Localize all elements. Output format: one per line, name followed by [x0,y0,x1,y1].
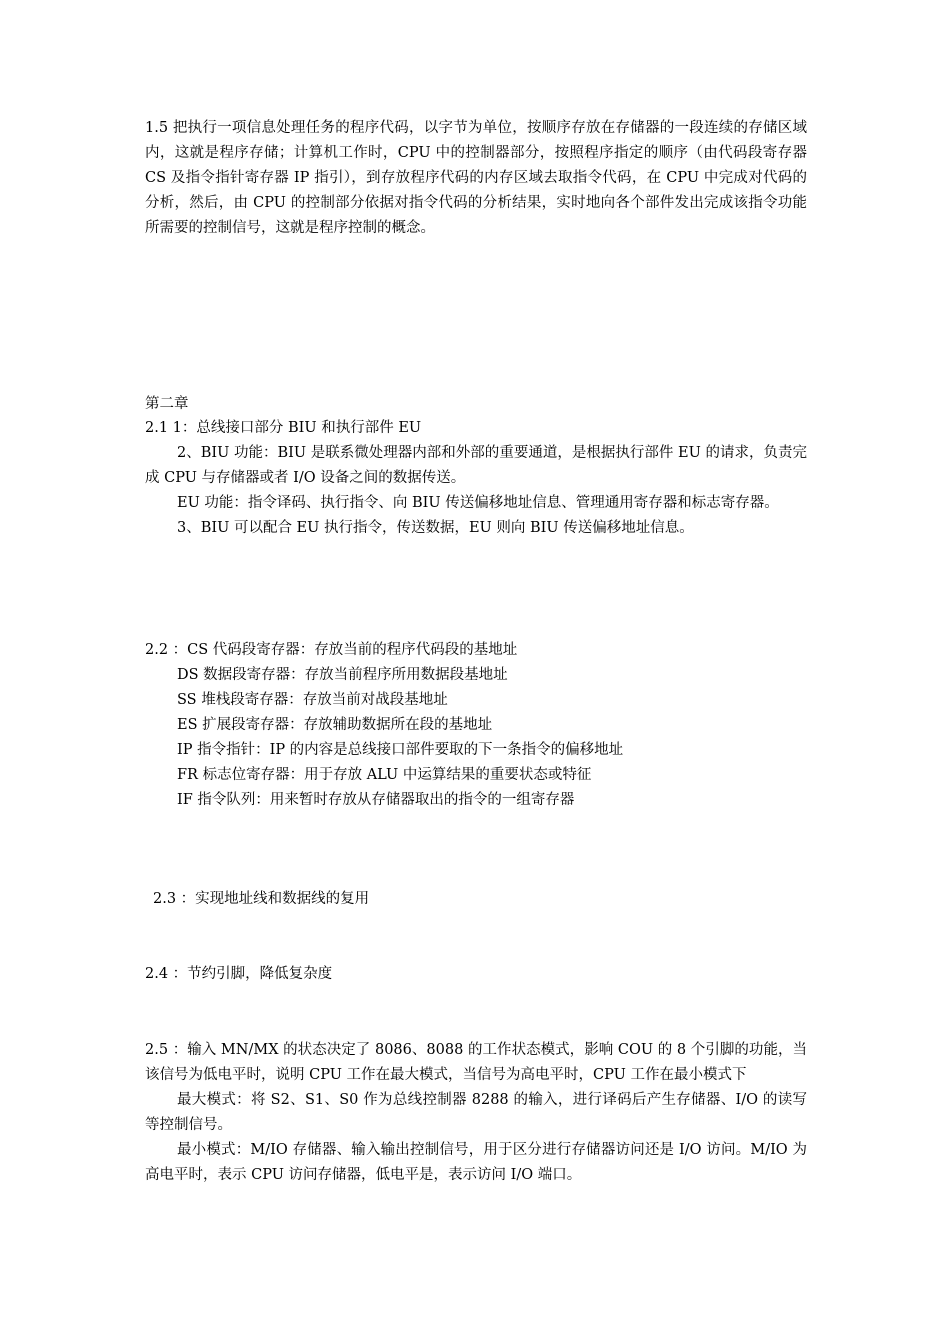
min-mode-paragraph: 最小模式：M/IO 存储器、输入输出控制信号，用于区分进行存储器访问还是 I/O 访问。M/IO 为高电平时，表示 CPU 访问存储器，低电平是，表示访问 I/O 端口。 [145,1142,807,1183]
biu-eu-cooperation-paragraph: 3、BIU 可以配合 EU 执行指令，传送数据，EU 则向 BIU 传送偏移地址信息。 [177,520,694,536]
section-2-1-heading: 2.1 1：总线接口部分 BIU 和执行部件 EU [145,420,422,436]
section-1-5-paragraph: 1.5 把执行一项信息处理任务的程序代码，以字节为单位，按顺序存放在存储器的一段连续的存储区域内，这就是程序存储；计算机工作时，CPU 中的控制器部分，按照程序指定的顺序（由代码段寄存器 CS 及指令指针寄存器 IP 指引），到存放程序代码的内存区域去取指令代码，在 CPU 中完成对代码的分析，然后，由 CPU 的控制部分依据对指令代码的分析结果，实时地向各个部件发出完成该指令功能所需要的控制信号，这就是程序控制的概念。 [145,120,807,236]
register-es-line: ES 扩展段寄存器：存放辅助数据所在段的基地址 [177,717,493,733]
chapter-title: 第二章 [145,396,189,412]
register-cs-line: 2.2 ：CS 代码段寄存器：存放当前的程序代码段的基地址 [145,642,518,658]
biu-function-paragraph: 2、BIU 功能：BIU 是联系微处理器内部和外部的重要通道，是根据执行部件 EU 的请求，负责完成 CPU 与存储器或者 I/O 设备之间的数据传送。 [145,445,807,486]
register-ss-line: SS 堆栈段寄存器：存放当前对战段基地址 [177,692,448,708]
eu-function-paragraph: EU 功能：指令译码、执行指令、向 BIU 传送偏移地址信息、管理通用寄存器和标志寄存器。 [177,495,779,511]
max-mode-paragraph: 最大模式：将 S2、S1、S0 作为总线控制器 8288 的输入，进行译码后产生存储器、I/O 的读写等控制信号。 [145,1092,807,1133]
instruction-queue-line: IF 指令队列：用来暂时存放从存储器取出的指令的一组寄存器 [177,792,575,808]
section-2-4: 2.4 ：节约引脚，降低复杂度 [145,966,333,982]
mode-select-paragraph: 2.5 ：输入 MN/MX 的状态决定了 8086、8088 的工作状态模式，影响 COU 的 8 个引脚的功能，当该信号为低电平时，说明 CPU 工作在最大模式，当信号为高电平时，CPU 工作在最小模式下 [145,1042,807,1083]
register-ds-line: DS 数据段寄存器：存放当前程序所用数据段基地址 [177,667,508,683]
section-2-2 [145,638,807,813]
register-fr-line: FR 标志位寄存器：用于存放 ALU 中运算结果的重要状态或特征 [177,767,592,783]
section-2-5 [145,1038,807,1188]
document-page [145,0,807,1344]
section-2-1 [145,416,807,541]
register-ip-line: IP 指令指针：IP 的内容是总线接口部件要取的下一条指令的偏移地址 [177,742,624,758]
section-2-3: 2.3 ：实现地址线和数据线的复用 [153,891,370,907]
